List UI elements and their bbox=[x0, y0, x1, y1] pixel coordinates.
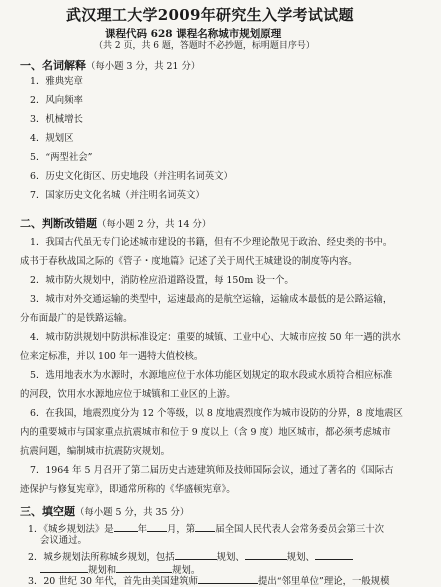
section1-heading bbox=[20, 60, 200, 71]
section2-line: 抗震问题，编制城市抗震防灾规划。 bbox=[20, 446, 171, 457]
section1-item: 3．机械增长 bbox=[30, 114, 83, 125]
section2-line: 2．城市防火规划中，消防栓应沿道路设置，每 150m 设一个。 bbox=[30, 275, 294, 286]
fill-question-1: 1．《城乡规划法》是 年 月，第 届全国人民代表人会常务委员会第三十次 bbox=[28, 524, 384, 535]
course-code-line: 课程代码 628 课程名称城市规划原理 bbox=[105, 28, 282, 40]
answer-blank[interactable] bbox=[114, 522, 138, 532]
section2-line: 3．城市对外交通运输的类型中，运速最高的是航空运输，运输成本最低的是公路运输， bbox=[30, 294, 393, 305]
section2-title: 二、判断改错题 bbox=[20, 217, 97, 230]
fill-question-3: 3．20 世纪 30 年代，首先由美国建筑师 提出“邻里单位”理论，一般规模 bbox=[28, 576, 390, 587]
section1-item: 6．历史文化街区、历史地段（并注明名词英文） bbox=[30, 171, 233, 182]
fill-question-1-cont: 会议通过。 bbox=[40, 535, 87, 546]
answer-blank[interactable] bbox=[195, 522, 215, 532]
section3-heading bbox=[20, 506, 189, 517]
answer-blank[interactable] bbox=[198, 574, 258, 584]
exam-title: 武汉理工大学2009年研究生入学考试试题 bbox=[66, 6, 354, 24]
section1-title: 一、名词解释 bbox=[20, 59, 86, 72]
section2-line: 6．在我国，地震烈度分为 12 个等级，以 8 度地震烈度作为城市设防的分界，8 度地震区 bbox=[30, 408, 403, 419]
section1-item: 1．雅典宪章 bbox=[30, 76, 83, 87]
answer-blank[interactable] bbox=[175, 550, 217, 560]
section1-item: 7．国家历史文化名城（并注明名词英文） bbox=[30, 190, 205, 201]
section2-line: 迹保护与修复宪章》，即通常所称的《华盛顿宪章》。 bbox=[20, 484, 236, 495]
section2-line: 位来定标准，并以 100 年一遇特大值校核。 bbox=[20, 351, 204, 362]
fill-question-2-cont: 规划和 规划。 bbox=[40, 563, 200, 575]
section2-score: （每小题 2 分，共 14 分） bbox=[97, 219, 212, 230]
section2-line: 4．城市防洪规划中防洪标准设定：重要的城镇、工业中心、大城市应按 50 年一遇的洪水 bbox=[30, 332, 401, 343]
section2-line: 内的重要城市与国家重点抗震城市和位于 9 度以上（含 9 度）地区城市，都必须考虑城市 bbox=[20, 427, 391, 438]
section2-line: 1．我国古代虽无专门论述城市建设的书籍，但有不少理论散见于政治、经史类的书中。 bbox=[30, 237, 393, 248]
exam-instructions: （共 2 页，共 6 题，答题时不必抄题，标明题目序号） bbox=[94, 41, 315, 51]
section2-line: 分布面最广的是铁路运输。 bbox=[20, 313, 133, 324]
section2-line: 成书于春秋战国之际的《管子・度地篇》记述了关于周代王城建设的制度等内容。 bbox=[20, 256, 358, 267]
section2-line: 7．1964 年 5 月召开了第二届历史古迹建筑师及技师国际会议，通过了著名的《国际古 bbox=[30, 465, 394, 476]
fill-question-2: 2．城乡规划法所称城乡规划，包括 规划、 规划、 bbox=[28, 550, 353, 562]
answer-blank[interactable] bbox=[245, 550, 287, 560]
section1-item: 2．风向频率 bbox=[30, 95, 83, 106]
answer-blank[interactable] bbox=[116, 563, 172, 573]
answer-blank[interactable] bbox=[40, 563, 88, 573]
section2-line: 的河段，饮用水水源地应位于城镇和工业区的上游。 bbox=[20, 389, 236, 400]
section1-item: 5．“两型社会” bbox=[30, 152, 93, 163]
section1-item: 4．规划区 bbox=[30, 133, 74, 144]
section1-score: （每小题 3 分，共 21 分） bbox=[86, 61, 201, 72]
section3-title: 三、填空题 bbox=[20, 505, 75, 518]
section3-score: （每小题 5 分，共 35 分） bbox=[75, 507, 190, 518]
section2-heading bbox=[20, 218, 211, 229]
section2-line: 5．选用地表水为水源时，水源地应位于水体功能区划规定的取水段或水质符合相应标准 bbox=[30, 370, 393, 381]
answer-blank[interactable] bbox=[315, 550, 353, 560]
answer-blank[interactable] bbox=[147, 522, 167, 532]
